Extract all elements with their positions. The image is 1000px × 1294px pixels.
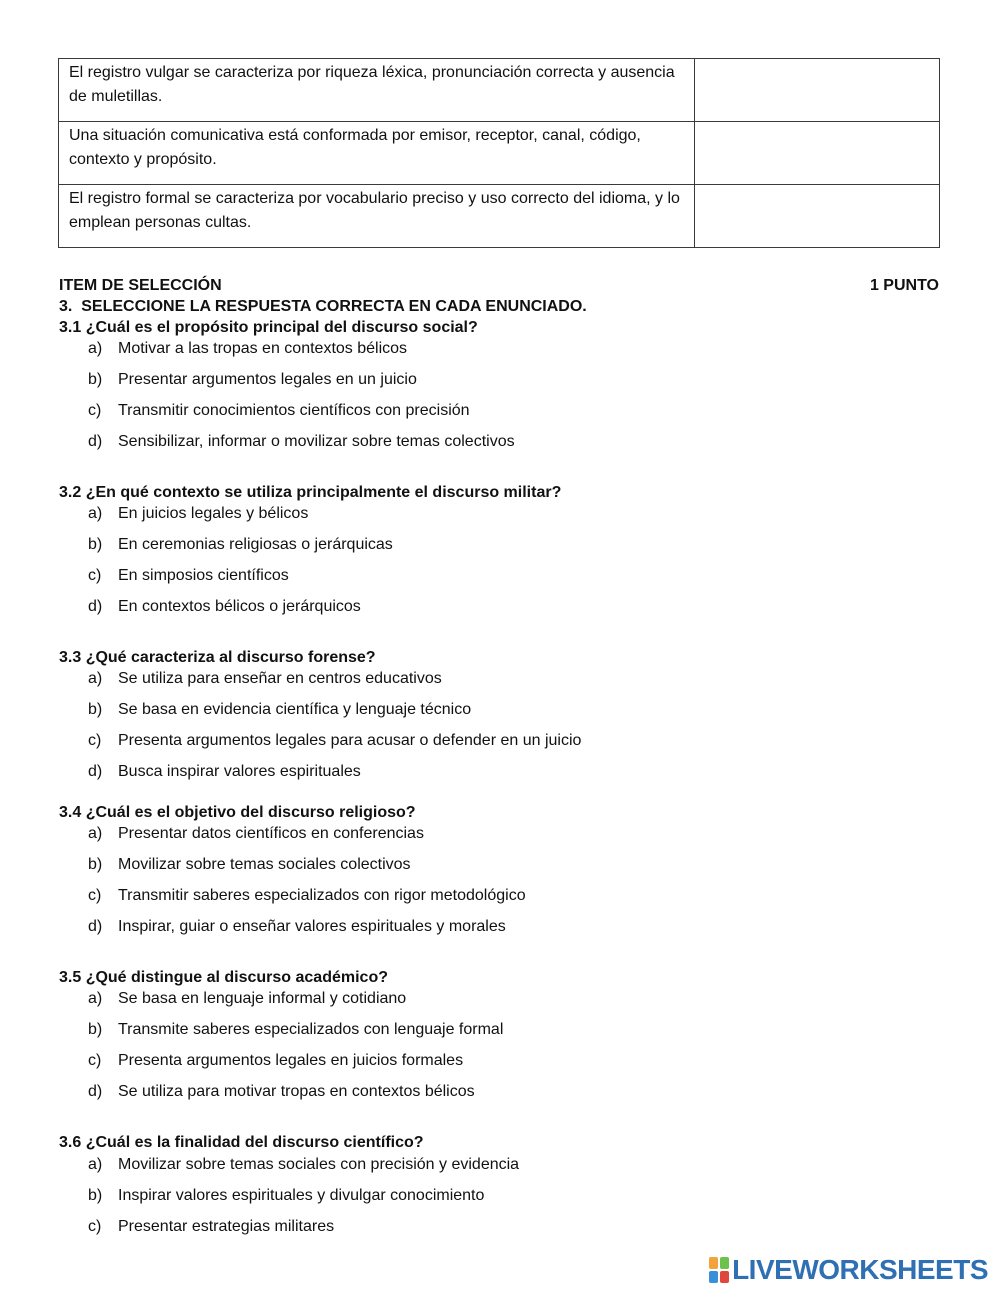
answer-option[interactable]: [88, 824, 424, 844]
option-letter: c): [88, 732, 102, 749]
option-text: Presentar argumentos legales en un juicio: [118, 371, 417, 388]
option-letter: a): [88, 670, 103, 687]
option-letter: b): [88, 1021, 103, 1038]
answer-option[interactable]: [88, 504, 308, 524]
option-letter: b): [88, 1187, 103, 1204]
option-text: Presenta argumentos legales en juicios formales: [118, 1052, 464, 1069]
option-letter: d): [88, 598, 103, 615]
option-text: Transmitir saberes especializados con rigor metodológico: [118, 887, 526, 904]
option-letter: d): [88, 433, 103, 450]
table-row: [59, 185, 940, 248]
option-letter: c): [88, 887, 102, 904]
option-text: Inspirar valores espirituales y divulgar conocimiento: [118, 1187, 485, 1204]
question-title: 3.4 ¿Cuál es el objetivo del discurso religioso?: [59, 804, 416, 821]
answer-option[interactable]: [88, 762, 361, 782]
option-letter: b): [88, 701, 103, 718]
answer-cell[interactable]: [695, 59, 940, 122]
logo-text: LIVEWORKSHEETS: [732, 1254, 988, 1285]
answer-option[interactable]: [88, 917, 506, 937]
option-text: Busca inspirar valores espirituales: [118, 763, 361, 780]
answer-cell[interactable]: [695, 185, 940, 248]
option-text: Inspirar, guiar o enseñar valores espirituales y morales: [118, 918, 506, 935]
answer-option[interactable]: [88, 1051, 463, 1071]
answer-option[interactable]: [88, 1155, 519, 1175]
option-text: Se utiliza para motivar tropas en contextos bélicos: [118, 1083, 475, 1100]
table-row: [59, 122, 940, 185]
option-text: Transmite saberes especializados con lenguaje formal: [118, 1021, 504, 1038]
answer-option[interactable]: [88, 669, 442, 689]
option-text: Motivar a las tropas en contextos bélicos: [118, 340, 408, 357]
option-letter: c): [88, 1218, 102, 1235]
option-text: En juicios legales y bélicos: [118, 505, 309, 522]
answer-option[interactable]: [88, 432, 515, 452]
answer-option[interactable]: [88, 370, 417, 390]
answer-option[interactable]: [88, 731, 581, 751]
logo-icon: [709, 1257, 729, 1283]
table-row: [59, 59, 940, 122]
question-title: 3.6 ¿Cuál es la finalidad del discurso científico?: [59, 1134, 424, 1151]
answer-option[interactable]: [88, 401, 470, 421]
statement-cell: El registro vulgar se caracteriza por riqueza léxica, pronunciación correcta y ausencia de muletillas.: [59, 59, 695, 122]
question-title: 3.2 ¿En qué contexto se utiliza principalmente el discurso militar?: [59, 484, 562, 501]
answer-option[interactable]: [88, 566, 289, 586]
true-false-table: [58, 58, 940, 248]
option-text: Transmitir conocimientos científicos con precisión: [118, 402, 470, 419]
option-text: En ceremonias religiosas o jerárquicas: [118, 536, 393, 553]
option-text: Movilizar sobre temas sociales con precisión y evidencia: [118, 1156, 520, 1173]
answer-option[interactable]: [88, 886, 526, 906]
answer-input[interactable]: [705, 124, 929, 182]
option-text: Sensibilizar, informar o movilizar sobre temas colectivos: [118, 433, 515, 450]
answer-option[interactable]: [88, 1020, 503, 1040]
answer-option[interactable]: [88, 700, 471, 720]
option-text: En contextos bélicos o jerárquicos: [118, 598, 361, 615]
option-letter: a): [88, 1156, 103, 1173]
option-letter: b): [88, 371, 103, 388]
answer-option[interactable]: [88, 535, 393, 555]
question-title: 3.5 ¿Qué distingue al discurso académico?: [59, 969, 388, 986]
question-title: 3.3 ¿Qué caracteriza al discurso forense?: [59, 649, 376, 666]
option-letter: a): [88, 990, 103, 1007]
liveworksheets-logo: [709, 1253, 988, 1287]
option-letter: b): [88, 856, 103, 873]
section-points: 1 PUNTO: [869, 277, 939, 294]
option-letter: c): [88, 402, 102, 419]
option-letter: d): [88, 763, 103, 780]
statement-cell: Una situación comunicativa está conformada por emisor, receptor, canal, código, contexto y propósito.: [59, 122, 695, 185]
option-letter: d): [88, 918, 103, 935]
section-instruction: 3. SELECCIONE LA RESPUESTA CORRECTA EN CADA ENUNCIADO.: [59, 298, 587, 315]
option-letter: b): [88, 536, 103, 553]
option-letter: c): [88, 567, 102, 584]
answer-option[interactable]: [88, 597, 361, 617]
option-letter: c): [88, 1052, 102, 1069]
answer-option[interactable]: [88, 1217, 334, 1237]
option-text: Se basa en lenguaje informal y cotidiano: [118, 990, 407, 1007]
answer-option[interactable]: [88, 989, 406, 1009]
answer-option[interactable]: [88, 1082, 475, 1102]
option-text: Movilizar sobre temas sociales colectivos: [118, 856, 411, 873]
option-text: Presentar datos científicos en conferencias: [118, 825, 424, 842]
option-letter: a): [88, 505, 103, 522]
option-text: Se utiliza para enseñar en centros educativos: [118, 670, 442, 687]
option-text: Presenta argumentos legales para acusar o defender en un juicio: [118, 732, 582, 749]
section-title: ITEM DE SELECCIÓN: [59, 277, 222, 294]
answer-option[interactable]: [88, 855, 411, 875]
option-text: Se basa en evidencia científica y lenguaje técnico: [118, 701, 472, 718]
answer-option[interactable]: [88, 1186, 484, 1206]
answer-input[interactable]: [705, 61, 929, 119]
question-title: 3.1 ¿Cuál es el propósito principal del discurso social?: [59, 319, 478, 336]
statement-cell: El registro formal se caracteriza por vocabulario preciso y uso correcto del idioma, y lo emplean personas cultas.: [59, 185, 695, 248]
answer-input[interactable]: [705, 187, 929, 245]
option-text: En simposios científicos: [118, 567, 289, 584]
answer-cell[interactable]: [695, 122, 940, 185]
option-letter: a): [88, 340, 103, 357]
option-text: Presentar estrategias militares: [118, 1218, 335, 1235]
answer-option[interactable]: [88, 339, 407, 359]
option-letter: a): [88, 825, 103, 842]
option-letter: d): [88, 1083, 103, 1100]
